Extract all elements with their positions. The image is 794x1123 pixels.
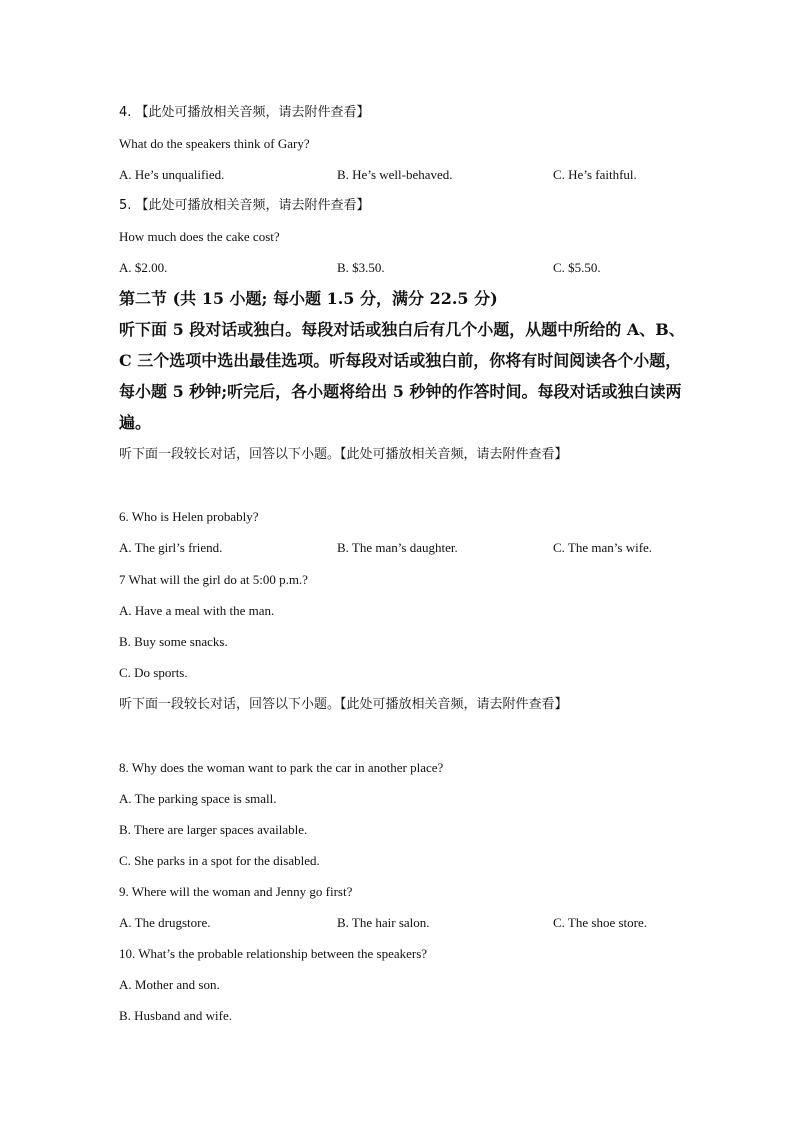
q5-option-c: C. $5.50. — [553, 260, 601, 275]
q5-label: 5. 【此处可播放相关音频，请去附件查看】 — [119, 198, 370, 213]
q6-option-b: B. The man’s daughter. — [337, 540, 458, 555]
q7-question: 7 What will the girl do at 5:00 p.m.? — [119, 572, 308, 587]
q8-option-b: B. There are larger spaces available. — [119, 822, 308, 837]
dialog2-intro: 听下面一段较长对话，回答以下小题。【此处可播放相关音频，请去附件查看】 — [119, 697, 568, 712]
q5-option-b: B. $3.50. — [337, 260, 385, 275]
dialog1-intro: 听下面一段较长对话，回答以下小题。【此处可播放相关音频，请去附件查看】 — [119, 447, 568, 462]
q8-question: 8. Why does the woman want to park the car in another place? — [119, 760, 444, 775]
q4-option-b: B. He’s well-behaved. — [337, 167, 453, 182]
q4-label: 4. 【此处可播放相关音频，请去附件查看】 — [119, 105, 370, 120]
q8-option-a: A. The parking space is small. — [119, 791, 277, 806]
section2-instruction-line-2: C 三个选项中选出最佳选项。听每段对话或独白前，你将有时间阅读各个小题， — [119, 351, 682, 370]
q4-question: What do the speakers think of Gary? — [119, 136, 310, 151]
q7-option-a: A. Have a meal with the man. — [119, 603, 275, 618]
section2-heading: 第二节 (共 15 小题; 每小题 1.5 分，满分 22.5 分) — [119, 289, 498, 308]
q9-question: 9. Where will the woman and Jenny go first? — [119, 884, 353, 899]
q9-option-b: B. The hair salon. — [337, 915, 430, 930]
q6-question: 6. Who is Helen probably? — [119, 509, 259, 524]
q4-option-c: C. He’s faithful. — [553, 167, 637, 182]
q9-option-a: A. The drugstore. — [119, 915, 211, 930]
q5-option-a: A. $2.00. — [119, 260, 168, 275]
q8-option-c: C. She parks in a spot for the disabled. — [119, 853, 320, 868]
section2-instruction-line-4: 遍。 — [119, 413, 152, 432]
q5-question: How much does the cake cost? — [119, 229, 280, 244]
section2-instruction-line-3: 每小题 5 秒钟;听完后，各小题将给出 5 秒钟的作答时间。每段对话或独白读两 — [119, 382, 682, 401]
q7-option-b: B. Buy some snacks. — [119, 634, 228, 649]
section2-instruction-line-1: 听下面 5 段对话或独白。每段对话或独白后有几个小题，从题中所给的 A、B、 — [119, 320, 685, 339]
q7-option-c: C. Do sports. — [119, 665, 188, 680]
q10-option-b: B. Husband and wife. — [119, 1008, 233, 1023]
q6-option-c: C. The man’s wife. — [553, 540, 653, 555]
q10-question: 10. What’s the probable relationship between the speakers? — [119, 946, 428, 961]
q10-option-a: A. Mother and son. — [119, 977, 220, 992]
q9-option-c: C. The shoe store. — [553, 915, 647, 930]
q4-option-a: A. He’s unqualified. — [119, 167, 225, 182]
q6-option-a: A. The girl’s friend. — [119, 540, 223, 555]
